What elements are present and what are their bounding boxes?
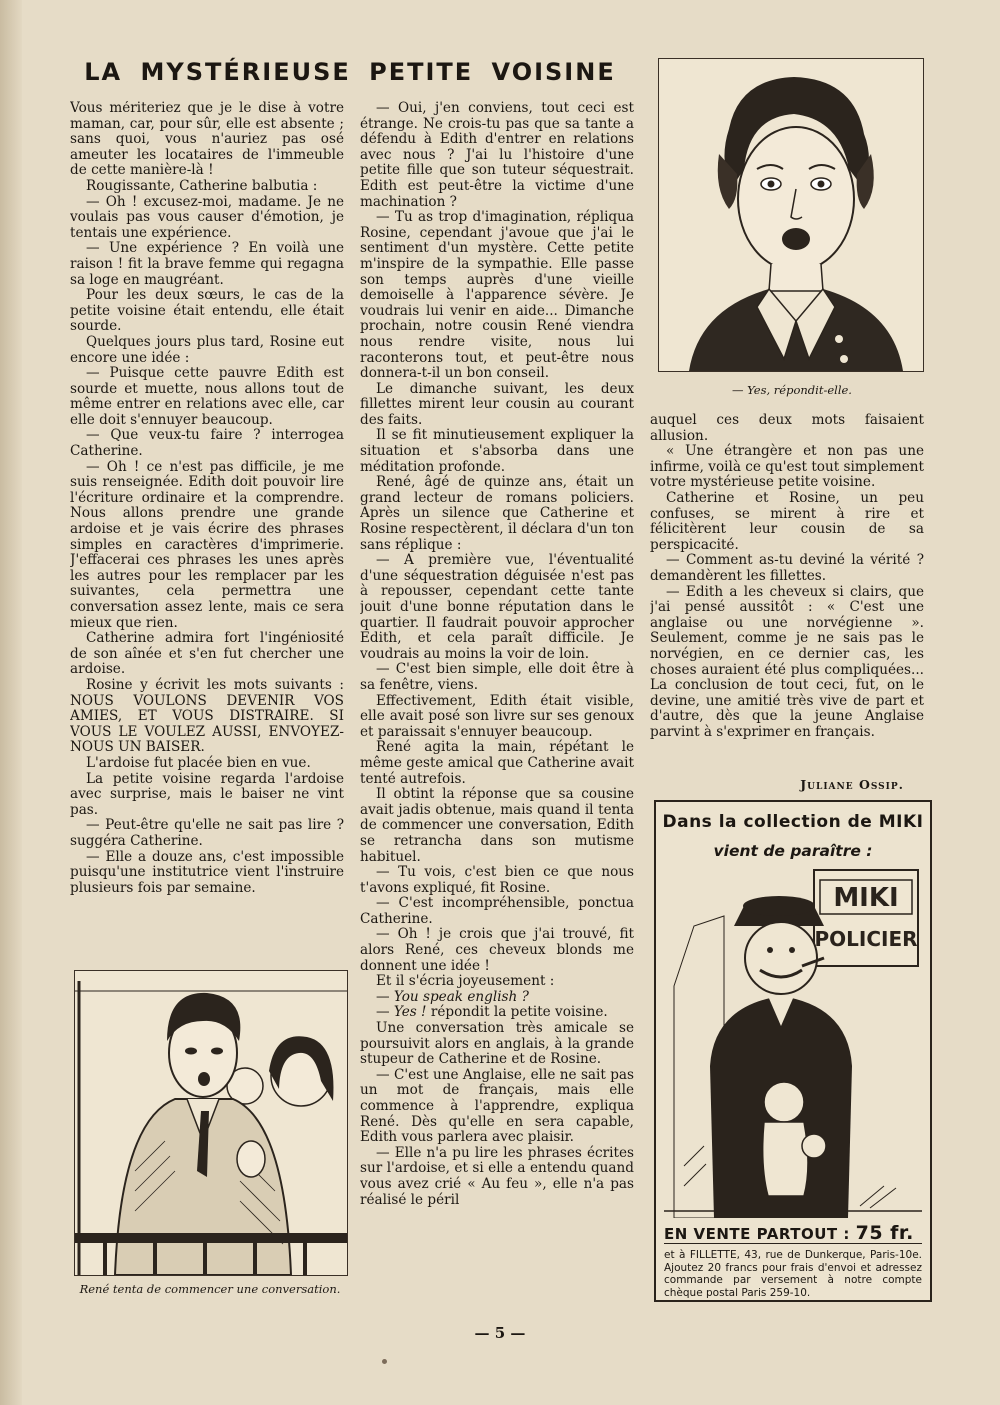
paragraph: Vous mériteriez que je le dise à votre maman, car, pour sûr, elle est absente ; sans quoi, vous n'auriez pas osé ameuter les locataires de l'immeuble de cette manière-là !	[70, 101, 344, 179]
price-value: 75 fr.	[855, 1222, 914, 1244]
column-3	[650, 413, 924, 793]
paragraph: — Oh ! excusez-moi, madame. Je ne voulais pas vous causer d'émotion, je tentais une expérience.	[70, 193, 344, 241]
paragraph: L'ardoise fut placée bien en vue.	[86, 754, 311, 771]
paragraph: — A première vue, l'éventualité d'une séquestration déguisée n'est pas à repousser, cependant cette tante jouit d'une bonne réputation dans le quartier. Il faudrait pouvoir approcher Edith, et cela paraît difficile. Je voudrais au moins la voir de loin.	[360, 552, 634, 662]
page-number: — 5 —	[474, 1324, 526, 1342]
paragraph: Il se fit minutieusement expliquer la situation et s'absorba dans une méditation profonde.	[360, 427, 634, 475]
paragraph: Effectivement, Edith était visible, elle avait posé son livre sur ses genoux et paraissait s'ennuyer beaucoup.	[360, 692, 634, 740]
paragraph: Rosine y écrivit les mots suivants : NOUS VOULONS DEVENIR VOS AMIES, ET VOUS DISTRAIRE. SI VOUS LE VOULEZ AUSSI, ENVOYEZ-NOUS UN BAISER.	[70, 676, 344, 756]
column-2	[360, 101, 634, 1303]
paragraph: Quelques jours plus tard, Rosine eut encore une idée :	[70, 333, 344, 366]
paragraph: Rougissante, Catherine balbutia :	[86, 177, 318, 194]
miki-advertisement	[654, 800, 932, 1302]
paragraph: — Tu as trop d'imagination, répliqua Rosine, cependant j'avoue que j'ai le sentiment d'un mystère. Cette petite m'inspire de la sympathie. Elle passe son temps auprès d'une vieille demoiselle à l'apparence sévère. Je voudrais lui venir en aide... Dimanche prochain, notre cousin René viendra nous rendre visite, nous lui raconterons tout, et peut-être nous donnera-t-il un bon conseil.	[360, 209, 634, 382]
paragraph: — Elle a douze ans, c'est impossible puisqu'une institutrice vient l'instruire plusieurs fois par semaine.	[70, 848, 344, 896]
paragraph: Pour les deux sœurs, le cas de la petite voisine était entendu, elle était sourde.	[70, 287, 344, 335]
paragraph: René agita la main, répétant le même geste amical que Catherine avait tenté autrefois.	[360, 739, 634, 787]
ad-headline: Dans la collection de MIKI	[662, 812, 924, 832]
paragraph: Catherine et Rosine, un peu confuses, se mirent à rire et félicitèrent leur cousin de sa perspicacité.	[650, 489, 924, 553]
paragraph: — Edith a les cheveux si clairs, que j'ai pensé aussitôt : « C'est une anglaise ou une norvégienne ». Seulement, comme je ne sais pas le norvégien, en ce dernier cas, les choses auraient été plus compliquées... La conclusion de tout ceci, fut, on le devine, une amitié très vive de part et d'autre, dès que la jeune Anglaise parvint à s'exprimer en français.	[650, 583, 924, 740]
print-speck	[382, 1359, 387, 1364]
paragraph: auquel ces deux mots faisaient allusion.	[650, 413, 924, 444]
paragraph: Et il s'écria joyeusement :	[376, 973, 555, 990]
column-1	[70, 101, 344, 961]
caption-top: — Yes, répondit-elle.	[732, 383, 852, 397]
price-label: EN VENTE PARTOUT :	[664, 1225, 850, 1243]
author-signature: Juliane Ossip.	[800, 777, 904, 792]
caption-bottom: René tenta de commencer une conversation.	[79, 1282, 341, 1296]
paragraph: — C'est une Anglaise, elle ne sait pas un mot de français, mais elle commence à l'apprendre, expliqua René. Dès qu'elle en sera capable, Edith vous parlera avec plaisir.	[360, 1066, 634, 1146]
paragraph: Une conversation très amicale se poursuivit alors en anglais, à la grande stupeur de Catherine et de Rosine.	[360, 1020, 634, 1068]
paragraph: — Tu vois, c'est bien ce que nous t'avons expliqué, fit Rosine.	[360, 864, 634, 896]
paragraph: — Peut-être qu'elle ne sait pas lire ? suggéra Catherine.	[70, 817, 344, 849]
ad-subheadline: vient de paraître :	[713, 842, 873, 860]
book-title-policier: POLICIER	[814, 927, 918, 951]
paragraph: « Une étrangère et non pas une infirme, voilà ce qu'est tout simplement votre mystérieuse petite voisine.	[650, 443, 924, 491]
paragraph: — C'est incompréhensible, ponctua Catherine.	[360, 895, 634, 927]
paragraph: La petite voisine regarda l'ardoise avec surprise, mais le baiser ne vint pas.	[70, 770, 344, 818]
ad-order-details: et à FILLETTE, 43, rue de Dunkerque, Paris-10e. Ajoutez 20 francs pour frais d'envoi et adressez commande par versement à notre compte chèque postal Paris 259-10.	[664, 1249, 922, 1299]
paragraph: — Une expérience ? En voilà une raison ! fit la brave femme qui regagna sa loge en maugréant.	[70, 240, 344, 288]
page-edge	[0, 0, 22, 1405]
paragraph: Le dimanche suivant, les deux fillettes mirent leur cousin au courant des faits.	[360, 380, 634, 428]
paragraph: — C'est bien simple, elle doit être à sa fenêtre, viens.	[360, 661, 634, 693]
paragraph: Il obtint la réponse que sa cousine avait jadis obtenue, mais quand il tenta de commencer une conversation, Edith se retrancha dans son mutisme habituel.	[360, 786, 634, 865]
paragraph: — Comment as-tu deviné la vérité ? demandèrent les fillettes.	[650, 552, 924, 584]
ad-divider	[664, 1243, 922, 1244]
paragraph: René, âgé de quinze ans, était un grand lecteur de romans policiers. Après un silence que Catherine et Rosine respectèrent, il déclara d'un ton sans réplique :	[360, 474, 634, 553]
paragraph: — Yes ! répondit la petite voisine.	[376, 1004, 608, 1021]
illustration-girl	[658, 58, 924, 372]
illustration-rene-window	[74, 970, 348, 1276]
book-title-miki: MIKI	[833, 883, 899, 913]
paragraph: — Oui, j'en conviens, tout ceci est étrange. Ne crois-tu pas que sa tante a défendu à Edith d'entrer en relations avec nous ? J'ai lu l'histoire d'une petite fille que son tuteur séquestrait. Edith est peut-être la victime d'une machination ?	[360, 101, 634, 210]
paragraph: — Oh ! je crois que j'ai trouvé, fit alors René, ces cheveux blonds me donnent une idée !	[360, 926, 634, 974]
paragraph: — Oh ! ce n'est pas difficile, je me suis renseignée. Edith doit pouvoir lire l'écriture ordinaire et la comprendre. Nous allons prendre une grande ardoise et je vais écrire des phrases simples en caractères d'imprimerie. J'effacerai ces phrases les unes après les autres pour les remplacer par les suivantes, cela permettra une conversation assez lente, mais ce sera mieux que rien.	[70, 458, 344, 631]
paragraph: — You speak english ?	[376, 988, 529, 1005]
paragraph: — Elle n'a pu lire les phrases écrites sur l'ardoise, et si elle a entendu quand vous avez crié « Au feu », elle n'a pas réalisé le péril	[360, 1144, 634, 1208]
paragraph: — Que veux-tu faire ? interrogea Catherine.	[70, 427, 344, 460]
ad-illustration	[664, 866, 922, 1218]
article-title: LA MYSTÉRIEUSE PETITE VOISINE	[84, 58, 616, 86]
paragraph: Catherine admira fort l'ingéniosité de son aînée et s'en fut chercher une ardoise.	[70, 630, 344, 678]
ad-price-line	[664, 1222, 922, 1244]
paragraph: — Puisque cette pauvre Edith est sourde et muette, nous allons tout de même entrer en relations avec elle, car elle doit s'ennuyer beaucoup.	[70, 365, 344, 428]
